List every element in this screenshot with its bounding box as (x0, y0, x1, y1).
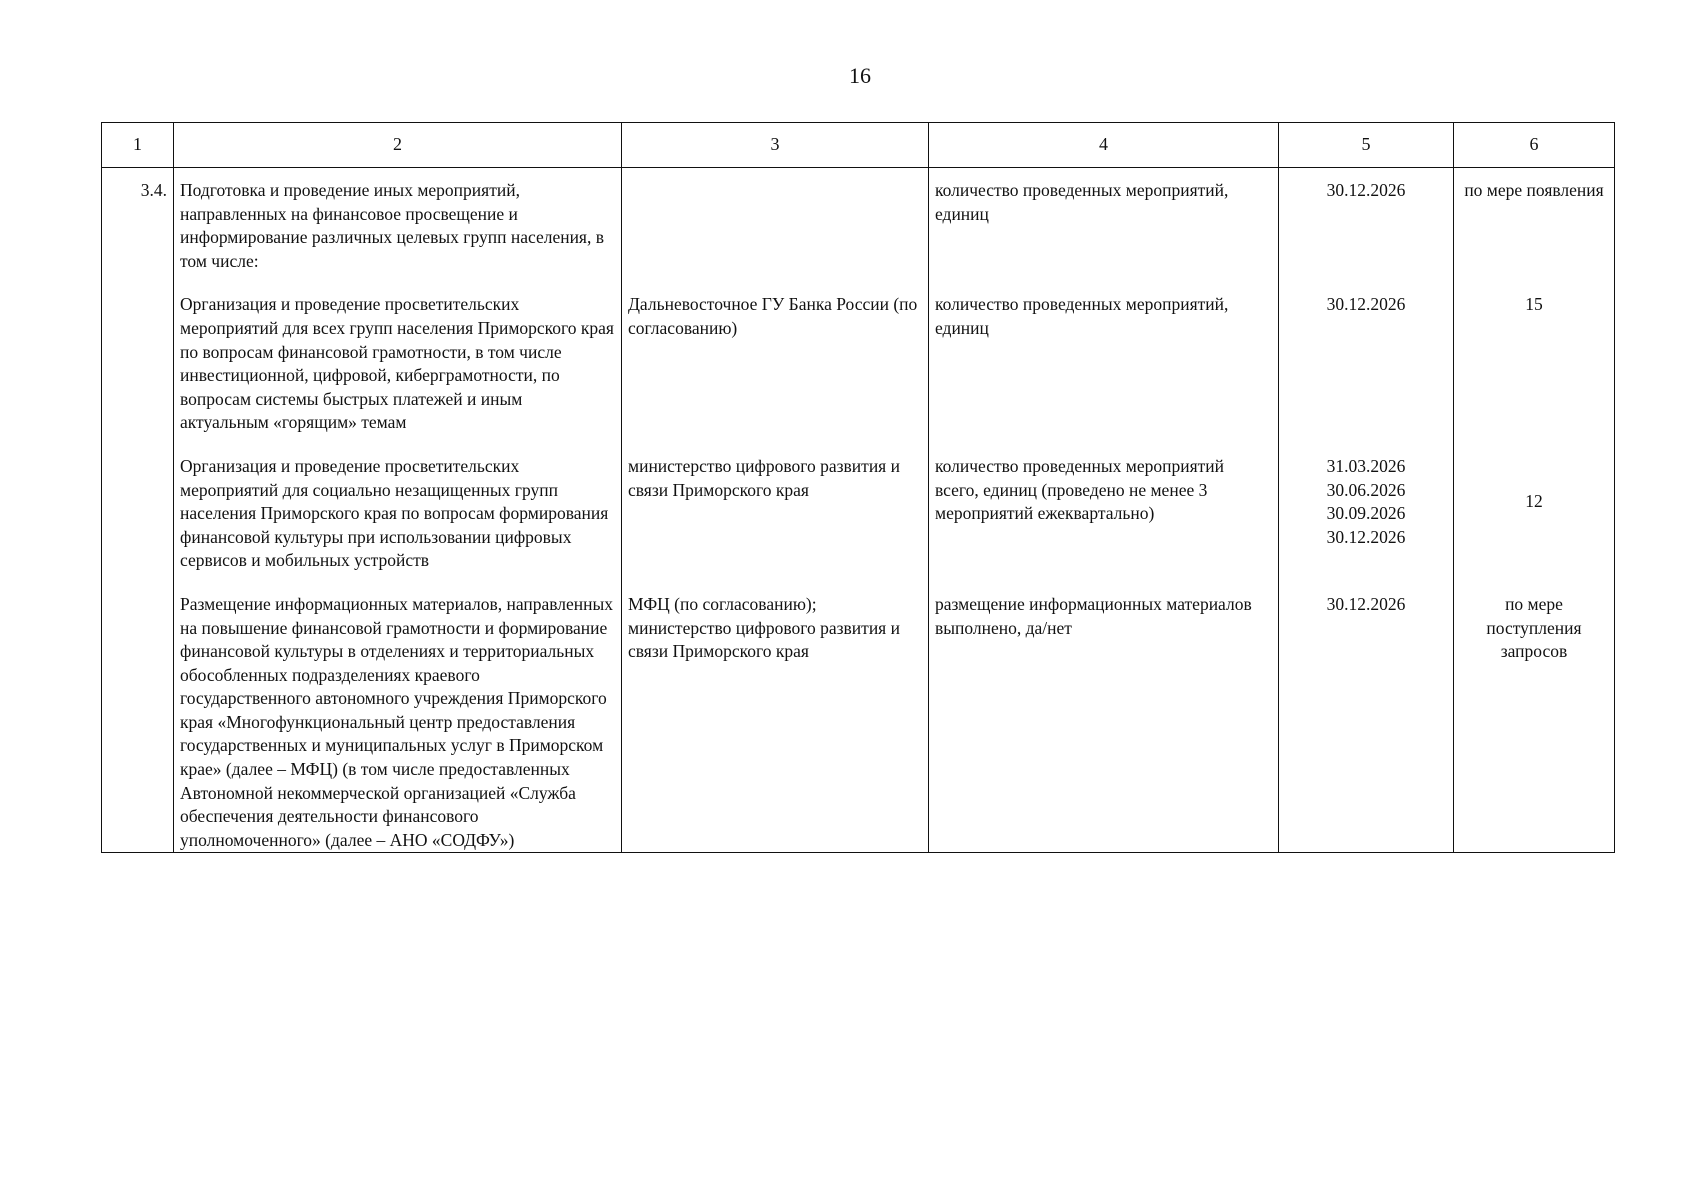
indicator-cell: количество проведенных мероприятий, единиц (929, 293, 1279, 455)
executor-cell (622, 168, 929, 294)
value-cell: по мере поступления запросов (1454, 593, 1615, 853)
deadline-date: 30.12.2026 (1326, 180, 1406, 200)
deadline-cell (1279, 293, 1454, 455)
column-header-6: 6 (1454, 123, 1615, 168)
indicator-cell: количество проведенных мероприятий всего, единиц (проведено не менее 3 мероприятий ежеквартально) (929, 455, 1279, 593)
deadline-cell (1279, 455, 1454, 593)
indicator-cell: размещение информационных материалов выполнено, да/нет (929, 593, 1279, 853)
deadline-cell (1279, 168, 1454, 294)
table-row (102, 168, 1615, 294)
activity-cell: Размещение информационных материалов, направленных на повышение финансовой грамотности и формирование финансовой культуры в отделениях и территориальных обособленных подразделениях краевого государственного автономного учреждения Приморского края «Многофункциональный центр предоставления государственных и муниципальных услуг в Приморском крае» (далее – МФЦ) (в том числе предоставленных Автономной некоммерческой организацией «Служба обеспечения деятельности финансового уполномоченного» (далее – АНО «СОДФУ») (174, 593, 622, 853)
deadline-date: 30.06.2026 (1326, 479, 1406, 500)
plan-table (101, 122, 1615, 853)
deadline-date: 30.12.2026 (1326, 526, 1406, 547)
table-row (102, 293, 1615, 455)
activity-cell: Организация и проведение просветительских мероприятий для социально незащищенных групп населения Приморского края по вопросам формирования финансовой культуры при использовании цифровых сервисов и мобильных устройств (174, 455, 622, 593)
table-header-row (102, 123, 1615, 168)
row-number (102, 455, 174, 593)
column-header-5: 5 (1279, 123, 1454, 168)
activity-cell: Подготовка и проведение иных мероприятий, направленных на финансовое просвещение и информирование различных целевых групп населения, в том числе: (174, 168, 622, 294)
column-header-1: 1 (102, 123, 174, 168)
row-number: 3.4. (102, 168, 174, 294)
page-number: 16 (849, 63, 871, 88)
column-header-2: 2 (174, 123, 622, 168)
column-header-4: 4 (929, 123, 1279, 168)
deadline-date: 30.12.2026 (1326, 593, 1406, 614)
executor-cell: Дальневосточное ГУ Банка России (по согласованию) (622, 293, 929, 455)
deadline-date: 31.03.2026 (1326, 455, 1406, 476)
indicator-cell: количество проведенных мероприятий, единиц (929, 168, 1279, 294)
row-number (102, 593, 174, 853)
table-row (102, 593, 1615, 853)
deadline-cell (1279, 593, 1454, 853)
table-row (102, 455, 1615, 593)
activity-cell: Организация и проведение просветительских мероприятий для всех групп населения Приморского края по вопросам финансовой грамотности, в том числе инвестиционной, цифровой, кибергрaмотности, по вопросам системы быстрых платежей и иным актуальным «горящим» темам (174, 293, 622, 455)
value-cell: по мере появления (1454, 168, 1615, 294)
executor-cell: МФЦ (по согласованию); министерство цифрового развития и связи Приморского края (622, 593, 929, 853)
executor-cell: министерство цифрового развития и связи Приморского края (622, 455, 929, 593)
column-header-3: 3 (622, 123, 929, 168)
deadline-date: 30.09.2026 (1326, 503, 1406, 524)
row-number (102, 293, 174, 455)
deadline-date: 30.12.2026 (1326, 294, 1406, 315)
value-cell: 15 (1454, 293, 1615, 455)
value-cell: 12 (1454, 455, 1615, 593)
